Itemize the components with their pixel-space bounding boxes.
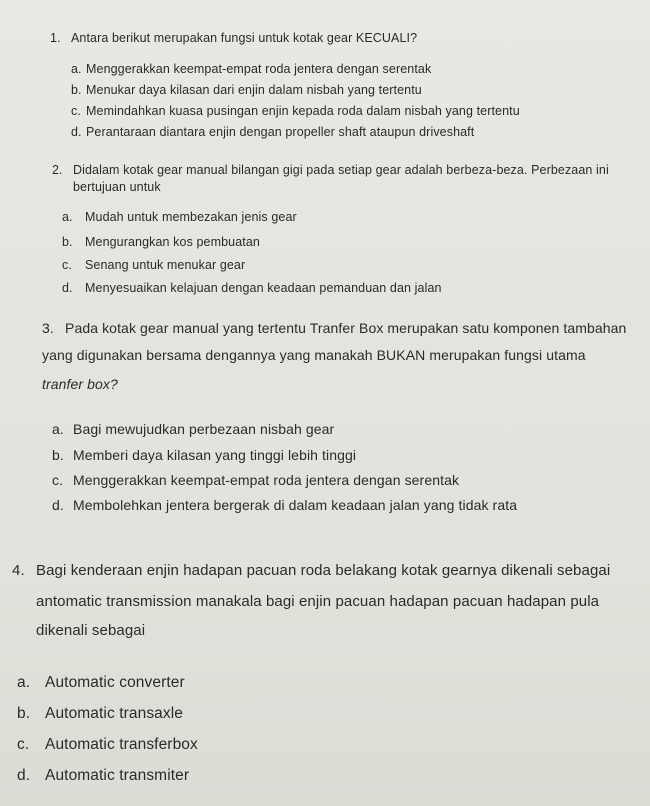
question-3-option-d-letter: d. — [52, 497, 64, 513]
question-1-number: 1. — [50, 31, 61, 45]
question-4-option-d-letter: d. — [17, 767, 31, 784]
question-1-option-d-text: Perantaraan diantara enjin dengan propeller shaft ataupun driveshaft — [86, 125, 475, 139]
question-1-option-b-letter: b. — [71, 83, 82, 97]
question-2-option-b-letter: b. — [62, 235, 73, 249]
question-3-option-c-letter: c. — [52, 472, 64, 488]
question-4-number: 4. — [12, 562, 25, 579]
question-2-option-c-letter: c. — [62, 258, 72, 272]
question-2-option-a-text: Mudah untuk membezakan jenis gear — [85, 210, 297, 224]
question-3-option-b-letter: b. — [52, 447, 64, 463]
question-2-number: 2. — [52, 163, 63, 177]
question-1-option-c-letter: c. — [71, 104, 81, 118]
question-4-option-a-letter: a. — [17, 674, 31, 691]
question-4-stem-line-1: Bagi kenderaan enjin hadapan pacuan roda belakang kotak gearnya dikenali sebagai — [36, 562, 611, 579]
question-2-stem-line-2: bertujuan untuk — [73, 180, 161, 194]
question-3-number: 3. — [42, 320, 54, 336]
question-4-option-a-text: Automatic converter — [45, 674, 185, 691]
question-4-stem-line-2: antomatic transmission manakala bagi enjin pacuan hadapan pacuan hadapan pula — [36, 593, 600, 610]
question-3-option-b-text: Memberi daya kilasan yang tinggi lebih tinggi — [73, 447, 357, 463]
question-3-option-a-letter: a. — [52, 421, 64, 437]
question-1-option-a-text: Menggerakkan keempat-empat roda jentera dengan serentak — [86, 62, 432, 76]
question-3-stem-line-3: tranfer box? — [42, 376, 118, 392]
question-3-option-a-text: Bagi mewujudkan perbezaan nisbah gear — [73, 421, 335, 437]
question-1-option-d-letter: d. — [71, 125, 82, 139]
question-4-stem-line-3: dikenali sebagai — [36, 622, 146, 639]
question-4-option-b-letter: b. — [17, 705, 31, 722]
question-3-stem-line-1: Pada kotak gear manual yang tertentu Tranfer Box merupakan satu komponen tambahan — [65, 320, 627, 336]
question-3-option-d-text: Membolehkan jentera bergerak di dalam keadaan jalan yang tidak rata — [73, 497, 518, 513]
question-2-option-d-letter: d. — [62, 281, 73, 295]
question-2-option-a-letter: a. — [62, 210, 73, 224]
question-1-stem: Antara berikut merupakan fungsi untuk kotak gear KECUALI? — [71, 31, 418, 45]
question-2-option-c-text: Senang untuk menukar gear — [85, 258, 246, 272]
question-3-stem-line-2: yang digunakan bersama dengannya yang manakah BUKAN merupakan fungsi utama — [42, 347, 586, 363]
question-4-option-d-text: Automatic transmiter — [45, 767, 190, 784]
question-4-option-c-letter: c. — [17, 736, 30, 753]
question-3-option-c-text: Menggerakkan keempat-empat roda jentera dengan serentak — [73, 472, 460, 488]
question-2-option-b-text: Mengurangkan kos pembuatan — [85, 235, 260, 249]
question-4-option-c-text: Automatic transferbox — [45, 736, 198, 753]
question-1-option-c-text: Memindahkan kuasa pusingan enjin kepada roda dalam nisbah yang tertentu — [86, 104, 520, 118]
question-2-option-d-text: Menyesuaikan kelajuan dengan keadaan pemanduan dan jalan — [85, 281, 442, 295]
question-1-option-b-text: Menukar daya kilasan dari enjin dalam nisbah yang tertentu — [86, 83, 422, 97]
question-4-option-b-text: Automatic transaxle — [45, 705, 184, 722]
question-1-option-a-letter: a. — [71, 62, 82, 76]
question-2-stem-line-1: Didalam kotak gear manual bilangan gigi pada setiap gear adalah berbeza-beza. Perbezaan ini — [73, 163, 609, 177]
